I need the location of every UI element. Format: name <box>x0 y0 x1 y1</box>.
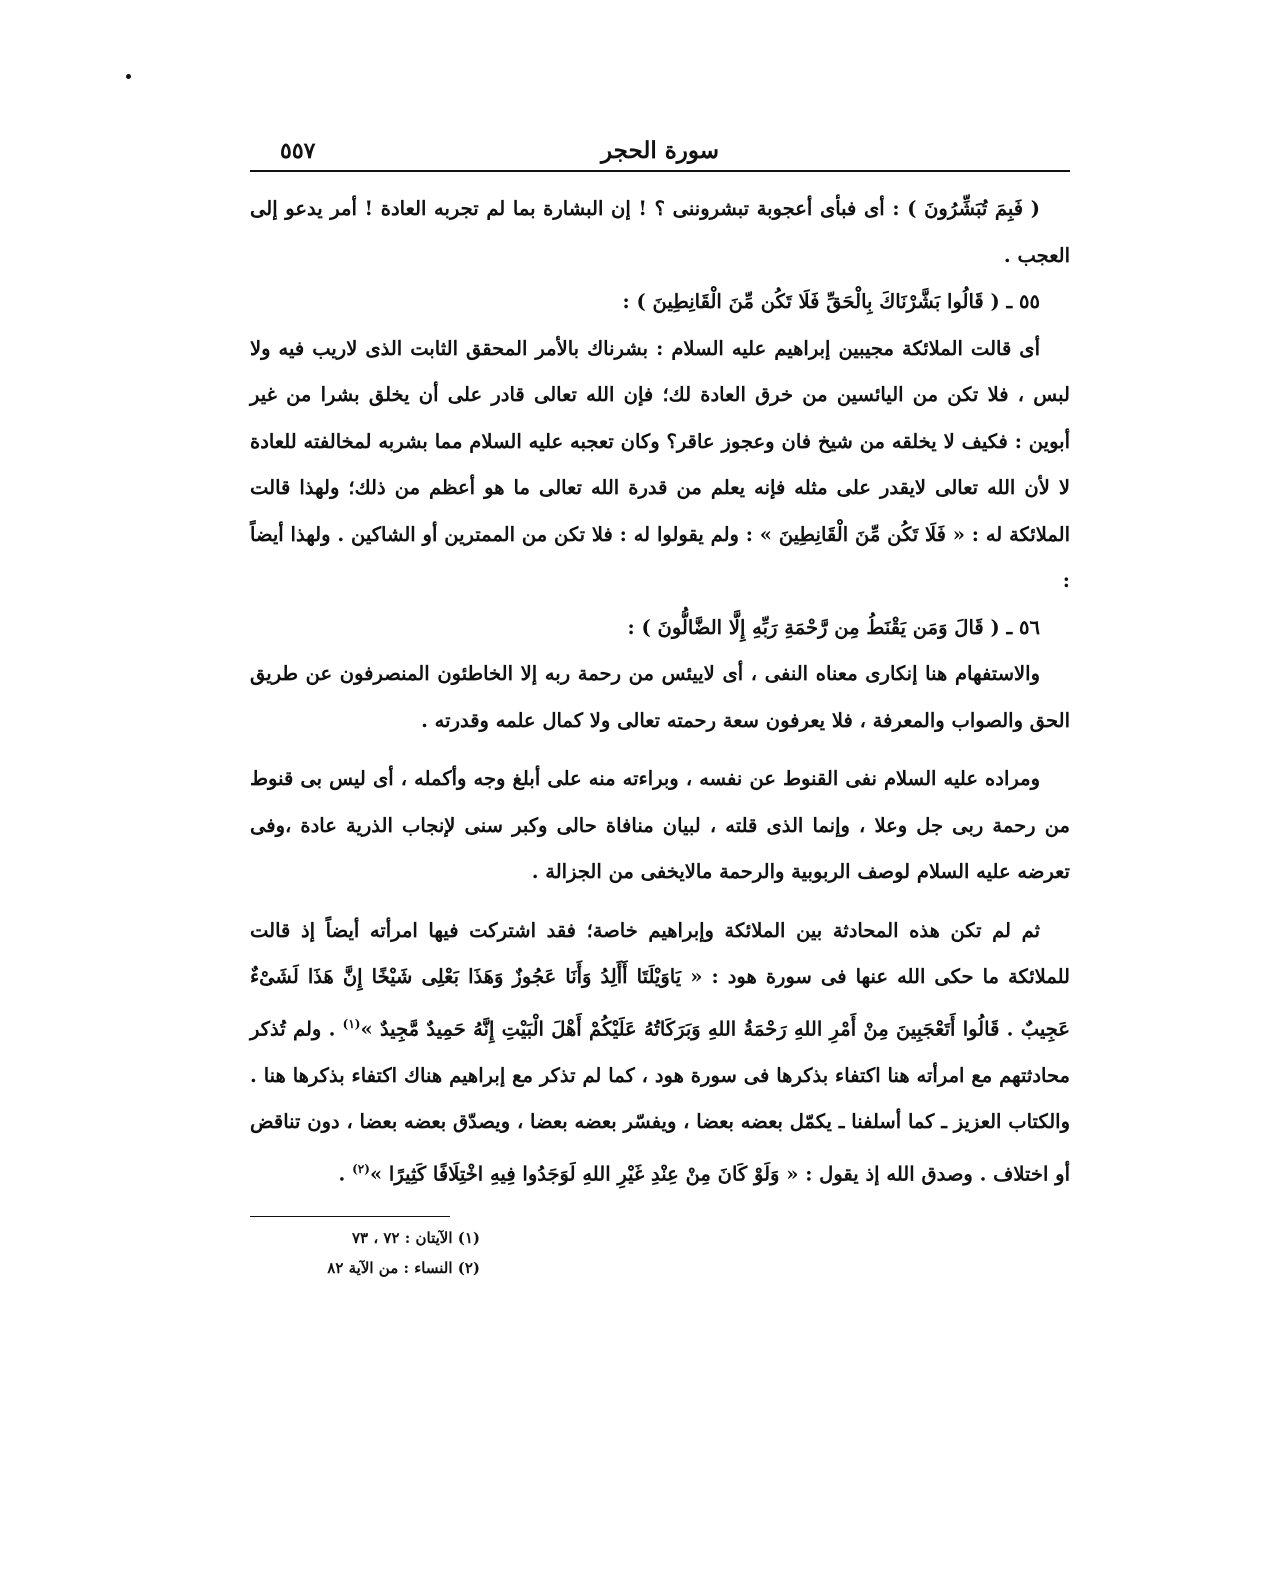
paragraph-muraduhu: ومراده عليه السلام نفى القنوط عن نفسه ، وبراءته منه على أبلغ وجه وأكمله ، أى ليس بى قنوط من رحمة ربى جل وعلا ، وإنما الذى قلته ، لبيان منافاة حالى وكبر سنى لإنجاب الذرية عادة ،وفى تعرضه عليه السلام لوصف الربوبية والرحمة مالايخفى من الجزالة . <box>250 767 1070 883</box>
page-number: ٥٥٧ <box>280 138 316 164</box>
footnote-marker-2: (٢) <box>352 1161 370 1176</box>
paragraph-verse-55-commentary: أى قالت الملائكة مجيبين إبراهيم عليه السلام : بشرناك بالأمر المحقق الثابت الذى لاريب فيه ولا لبس ، فلا تكن من اليائسين من خرق العادة لك؛ فإن الله تعالى قادر على أن يخلق بشرا من غير أبوين : فكيف لا يخلقه من شيخ فان وعجوز عاقر؟ وكان تعجبه عليه السلام مما بشربه لمخالفته للعادة لا لأن الله تعالى لايقدر على مثله فإنه يعلم من قدرة الله تعالى ما هو أعظم من ذلك؛ ولهذا قالت الملائكة له : « فَلَا تَكُن مِّنَ الْقَانِطِينَ » : ولم يقولوا له : فلا تكن من الممترين أو الشاكين . ولهذا أيضاً : <box>250 336 1070 592</box>
verse-55-heading: ٥٥ ـ ( قَالُوا بَشَّرْنَاكَ بِالْحَقِّ فَلَا تَكُن مِّنَ الْقَانِطِينَ ) : <box>622 290 1040 313</box>
footnote-marker-1: (١) <box>342 1016 361 1031</box>
paragraph-hud-text-a: ثم لم تكن هذه المحادثة بين الملائكة وإبراهيم خاصة؛ فقد اشتركت فيها امرأته أيضاً إذ قالت للملائكة ما حكى الله عنها فى سورة هود : « يَاوَيْلَتَا أَأَلِدُ وَأَنَا عَجُوزٌ وَهَذَا بَعْلِى شَيْخًا إِنَّ هَذَا لَشَىْءٌ عَجِيبٌ . قَالُوا أَتَعْجَبِينَ مِنْ أَمْرِ اللهِ رَحْمَةُ اللهِ وَبَرَكَاتُهُ عَلَيْكُمْ أَهْلَ الْبَيْتِ إِنَّهُ حَمِيدٌ مَّجِيدٌ » <box>250 918 1070 1040</box>
main-text <box>250 186 1070 1198</box>
paragraph-hud-text-b: . ولم تُذكر محادثتهم مع امرأته هنا اكتفاء بذكرها فى سورة هود ، كما لم تذكر مع إبراهيم هناك اكتفاء بذكرها هنا . والكتاب العزيز ـ كما أسلفنا ـ يكمّل بعضه بعضا ، ويفسّر بعضه بعضا ، ويصدّق بعضه بعضا ، دون تناقض أو اختلاف . وصدق الله إذ يقول : « وَلَوْ كَانَ مِنْ عِنْدِ غَيْرِ اللهِ لَوَجَدُوا فِيهِ اخْتِلَافًا كَثِيرًا » <box>250 1017 1070 1185</box>
footnote-1: (١) الآيتان : ٧٢ ، ٧٣ <box>351 1228 480 1247</box>
paragraph-gap <box>250 744 1070 756</box>
paragraph-intro: ( فَبِمَ تُبَشِّرُونَ ) : أى فبأى أعجوبة تبشروننى ؟ ! إن البشارة بما لم تجربه العادة ! أمر يدعو إلى العجب . <box>250 197 1070 267</box>
footnotes <box>250 1223 480 1283</box>
footnote-rule <box>250 1216 450 1217</box>
running-header <box>250 120 1070 170</box>
book-page <box>250 120 1070 1450</box>
paragraph-istifham: والاستفهام هنا إنكارى معناه النفى ، أى لاييئس من رحمة ربه إلا الخاطئون المنصرفون عن طريق الحق والصواب والمعرفة ، فلا يعرفون سعة رحمته تعالى ولا كمال علمه وقدرته . <box>250 662 1070 732</box>
page-speck <box>126 74 131 79</box>
verse-56-heading: ٥٦ ـ ( قَالَ وَمَن يَقْنَطُ مِن رَّحْمَةِ رَبِّهِ إِلَّا الضَّالُّونَ ) : <box>627 615 1040 639</box>
paragraph-hud-conversation <box>250 908 1070 1198</box>
surah-title: سورة الحجر <box>600 137 720 164</box>
paragraph-gap <box>250 896 1070 908</box>
paragraph-hud-text-c: . <box>338 1162 353 1185</box>
footnote-2: (٢) النساء : من الآية ٨٢ <box>327 1258 480 1277</box>
header-rule <box>250 170 1070 172</box>
